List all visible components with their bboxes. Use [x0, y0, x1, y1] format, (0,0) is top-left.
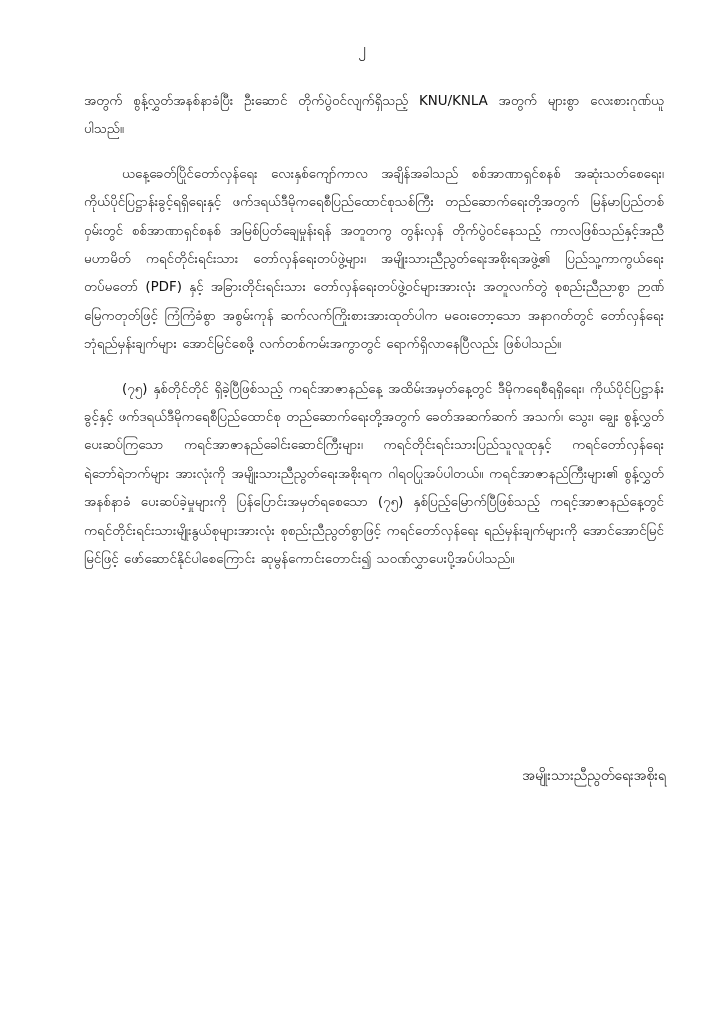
page-number: ၂ — [358, 39, 366, 58]
paragraph-continuation: အတွက် စွန့်လွှတ်အနစ်နာခံပြီး ဦးဆောင် တိုက်ပွဲဝင်လျက်ရှိသည့် KNU/KNLA အတွက် များစွာ လေးစားဂုဏ်ယူပါသည်။ — [84, 94, 664, 138]
paragraph-revolution-period: ယနေ့ခေတ်ပြိုင်တော်လှန်ရေး လေးနှစ်ကျော်ကာလ အချိန်အခါသည် စစ်အာဏာရှင်စနစ် အဆုံးသတ်စေရေး၊ ကိုယ်ပိုင်ပြဋ္ဌာန်းခွင့်ရရှိရေးနှင့် ဖက်ဒရယ်ဒီမိုကရေစီပြည်ထောင်စုသစ်ကြီး တည်ဆောက်ရေးတို့အတွက် မြန်မာပြည်တစ်ဝှမ်းတွင် စစ်အာဏာရှင်စနစ် အမြစ်ပြတ်ချေမှုန်းရန် အတူတကွ တွန်းလှန် တိုက်ပွဲဝင်နေသည့် ကာလဖြစ်သည်နှင့်အညီ မဟာမိတ် ကရင်တိုင်းရင်းသား တော်လှန်ရေးတပ်ဖွဲ့များ၊ အမျိုးသားညီညွတ်ရေးအစိုးရအဖွဲ့၏ ပြည်သူ့ကာကွယ်ရေးတပ်မတော် (PDF) နှင့် အခြားတိုင်းရင်းသား တော်လှန်ရေးတပ်ဖွဲ့ဝင်များအားလုံး အတူလက်တွဲ စုစည်းညီညာစွာ ဉာဏ်မြေကတုတ်ဖြင့် ကြံကြံခံစွာ အစွမ်းကုန် ဆက်လက်ကြိုးစားအားထုတ်ပါက မဝေးတော့သော အနာဂတ်တွင် တော်လှန်ရေးဘုံရည်မှန်းချက်များ အောင်မြင်စေဖို့ လက်တစ်ကမ်းအကွာတွင် ရောက်ရှိလာနေပြီလည်း ဖြစ်ပါသည်။ — [84, 166, 664, 353]
paragraph-karen-martyrs-day: (၇၅) နှစ်တိုင်တိုင် ရှိခဲ့ပြီဖြစ်သည့် ကရင်အာဇာနည်နေ့ အထိမ်းအမှတ်နေ့တွင် ဒီမိုကရေစီရရှိရေး၊ ကိုယ်ပိုင်ပြဋ္ဌာန်းခွင့်နှင့် ဖက်ဒရယ်ဒီမိုကရေစီပြည်ထောင်စု တည်ဆောက်ရေးတို့အတွက် ခေတ်အဆက်ဆက် အသက်၊ သွေး၊ ချွေး စွန့်လွှတ်ပေးဆပ်ကြသော ကရင်အာဇာနည်ခေါင်းဆောင်ကြီးများ၊ ကရင်တိုင်းရင်းသားပြည်သူလူထုနှင့် ကရင်တော်လှန်ရေးရဲဘော်ရဲဘက်များ အားလုံးကို အမျိုးသားညီညွတ်ရေးအစိုးရက ဂါရဝပြုအပ်ပါတယ်။ ကရင်အာဇာနည်ကြီးများ၏ စွန့်လွှတ် အနစ်နာခံ ပေးဆပ်ခဲ့မှုများကို ပြန်ပြောင်းအမှတ်ရစေသော (၇၅) နှစ်ပြည့်မြောက်ပြီဖြစ်သည့် ကရင့်အာဇာနည်နေ့တွင် ကရင်တိုင်းရင်းသားမျိုးနွယ်စုများအားလုံး စုစည်းညီညွတ်စွာဖြင့် ကရင်တော်လှန်ရေး ရည်မှန်းချက်များကို အောင်အောင်မြင်မြင်ဖြင့် ဖော်ဆောင်နိုင်ပါစေကြောင်း ဆုမွန်ကောင်းတောင်း၍ သဝဏ်လွှာပေးပို့အပ်ပါသည်။ — [84, 381, 664, 568]
document-body — [84, 88, 664, 591]
signature-nug: အမျိုးသားညီညွတ်ရေးအစိုးရ — [522, 768, 666, 784]
